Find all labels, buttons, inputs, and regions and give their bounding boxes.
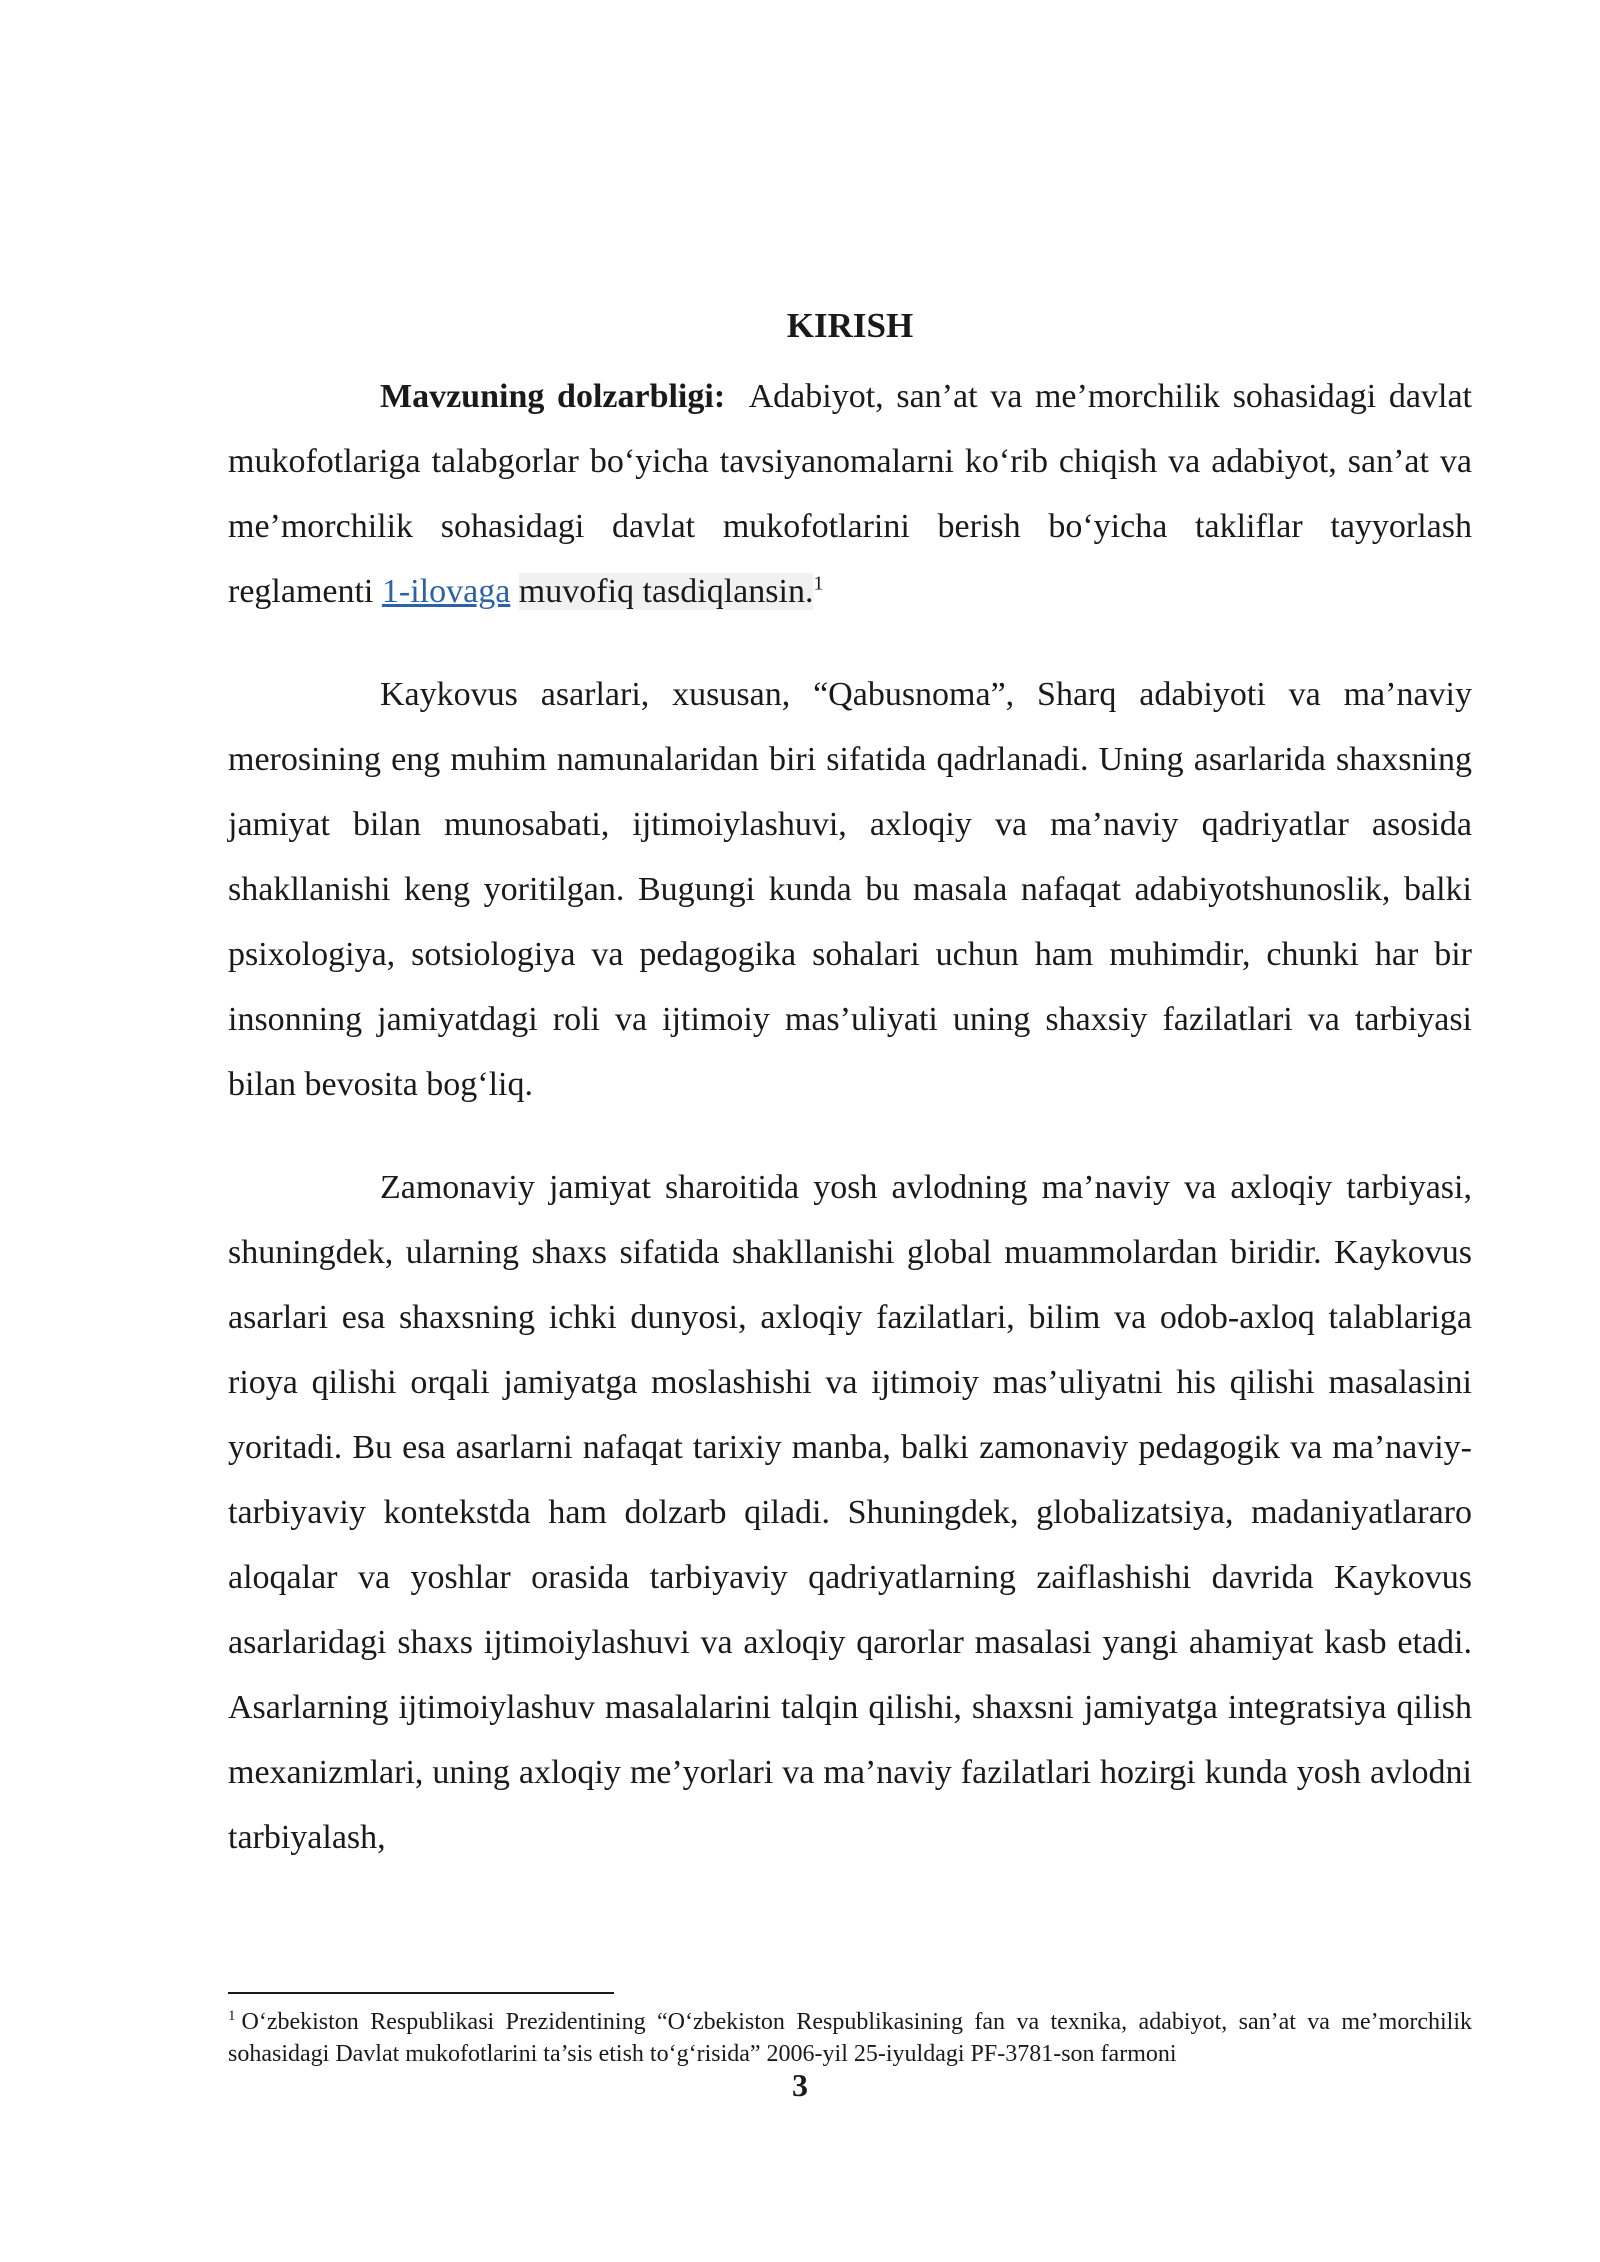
page-title: KIRISH: [786, 306, 914, 345]
footnote-separator: [228, 1992, 614, 1994]
footnote-reference[interactable]: 1: [813, 572, 824, 595]
footnote: [228, 2006, 1472, 2070]
footnote-text: O‘zbekiston Respublikasi Prezidentining “O‘zbekiston Respublikasining fan va texnika, adabiyot, san’at va me’morchilik sohasidagi Davlat mukofotlarini ta’sis etish to‘g‘risida” 2006-yil 25-iyuldagi PF-3781-son farmoni: [228, 2009, 1472, 2067]
appendix-link[interactable]: 1-ilovaga: [381, 573, 511, 610]
page-number: 3: [792, 2067, 808, 2103]
page-body: [228, 296, 1472, 1870]
intro-paragraph: [228, 364, 1472, 624]
intro-text: Adabiyot, san’at va me’morchilik sohasidagi davlat mukofotlariga talabgorlar bo‘yicha tavsiyanomalarni ko‘rib chiqish va adabiyot, san’at va me’morchilik sohasidagi davlat mukofotlarini berish bo‘yicha takliflar tayyorlash reglamenti: [228, 378, 1472, 610]
footnote-mark: 1: [228, 2008, 236, 2024]
relevance-label: Mavzuning dolzarbligi:: [380, 378, 726, 415]
body-paragraph-2: Zamonaviy jamiyat sharoitida yosh avlodning ma’naviy va axloqiy tarbiyasi, shuningdek, ularning shaxs sifatida shakllanishi global muammolardan biridir. Kaykovus asarlari esa shaxsning ichki dunyosi, axloqiy fazilatlari, bilim va odob-axloq talablariga rioya qilishi orqali jamiyatga moslashishi va ijtimoiy mas’uliyatni his qilishi masalasini yoritadi. Bu esa asarlarni nafaqat tarixiy manba, balki zamonaviy pedagogik va ma’naviy-tarbiyaviy kontekstda ham dolzarb qiladi. Shuningdek, globalizatsiya, madaniyatlararo aloqalar va yoshlar orasida tarbiyaviy qadriyatlarning zaiflashishi davrida Kaykovus asarlaridagi shaxs ijtimoiylashuvi va axloqiy qarorlar masalasi yangi ahamiyat kasb etadi. Asarlarning ijtimoiylashuv masalalarini talqin qilishi, shaxsni jamiyatga integratsiya qilish mexanizmlari, uning axloqiy me’yorlari va ma’naviy fazilatlari hozirgi kunda yosh avlodni tarbiyalash,: [228, 1169, 1472, 1856]
intro-text-end: muvofiq tasdiqlansin.: [518, 573, 814, 610]
body-paragraph-1: Kaykovus asarlari, xususan, “Qabusnoma”, Sharq adabiyoti va ma’naviy merosining eng muhim namunalaridan biri sifatida qadrlanadi. Uning asarlarida shaxsning jamiyat bilan munosabati, ijtimoiylashuvi, axloqiy va ma’naviy qadriyatlar asosida shakllanishi keng yoritilgan. Bugungi kunda bu masala nafaqat adabiyotshunoslik, balki psixologiya, sotsiologiya va pedagogika sohalari uchun ham muhimdir, chunki har bir insonning jamiyatdagi roli va ijtimoiy mas’uliyati uning shaxsiy fazilatlari va tarbiyasi bilan bevosita bog‘liq.: [228, 676, 1472, 1103]
